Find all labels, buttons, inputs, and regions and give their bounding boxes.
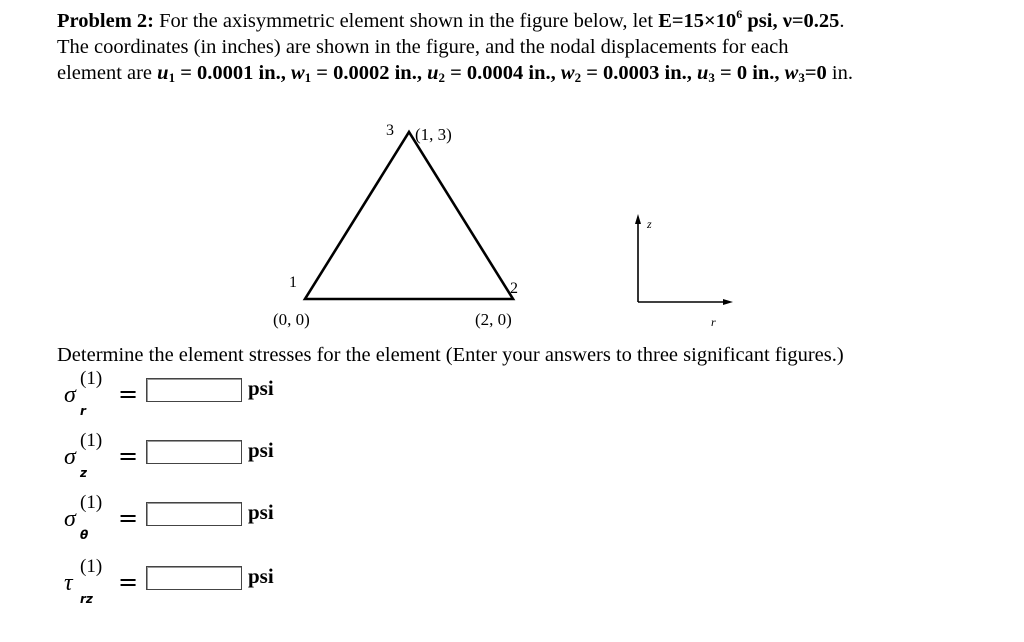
sigma-theta-input[interactable] [146,502,242,526]
problem-line-1: Problem 2: For the axisymmetric element shown in the figure below, let $E=15\times 10^6$ psi, ν=0.25. [57,7,845,32]
unit-label: psi [248,564,274,588]
unit-label: psi [248,438,274,462]
r-axis-label: r [711,315,716,329]
unit-label: psi [248,500,274,524]
coordinate-axes [635,214,733,329]
sigma-z-input[interactable] [146,440,242,464]
unit-label: psi [248,376,274,400]
tau-rz-symbol: τ (1) rz [64,556,103,606]
node-1-coord: (0, 0) [273,310,310,329]
z-axis-arrowhead [635,214,641,224]
equals-sign: = [118,442,139,470]
equals-sign: = [118,504,139,532]
problem-intro: For the axisymmetric element shown in the figure below, let [159,10,654,32]
node-3-label: 3 [386,122,394,139]
tau-rz-input[interactable] [146,566,242,590]
sigma-r-input[interactable] [146,378,242,402]
problem-label: Problem 2: [57,10,154,32]
problem-line-3: element are $u_1 = 0.0001$ in., $w_1 = 0.0002$ in., $u_2 = 0.0004$ in., $w_2 = 0.0003$ in., $u_3 = 0$ in., $w_3=0$ in. [57,62,853,85]
problem-statement [57,8,1007,86]
determine-instruction: Determine the element stresses for the element (Enter your answers to three significant figures.) [57,344,844,366]
triangle-element [305,132,513,299]
element-figure [255,110,755,350]
sigma-theta-symbol: σ (1) θ [64,492,103,542]
node-2-coord: (2, 0) [475,310,512,329]
equals-sign: = [118,568,139,596]
node-2-label: 2 [510,280,518,297]
sigma-z-symbol: σ (1) z [64,430,103,480]
triangle-element-diagram [255,110,755,350]
node-3-coord: (1, 3) [415,125,452,144]
problem-line-2: The coordinates (in inches) are shown in the figure, and the nodal displacements for each [57,36,789,58]
equals-sign: = [118,380,139,408]
node-1-label: 1 [289,274,297,291]
z-axis-label: z [647,217,652,231]
r-axis-arrowhead [723,299,733,305]
youngs-modulus: $E=15\times 10^6$ psi, ν=0.25 [658,7,840,32]
sigma-r-symbol: σ (1) r [64,368,103,418]
